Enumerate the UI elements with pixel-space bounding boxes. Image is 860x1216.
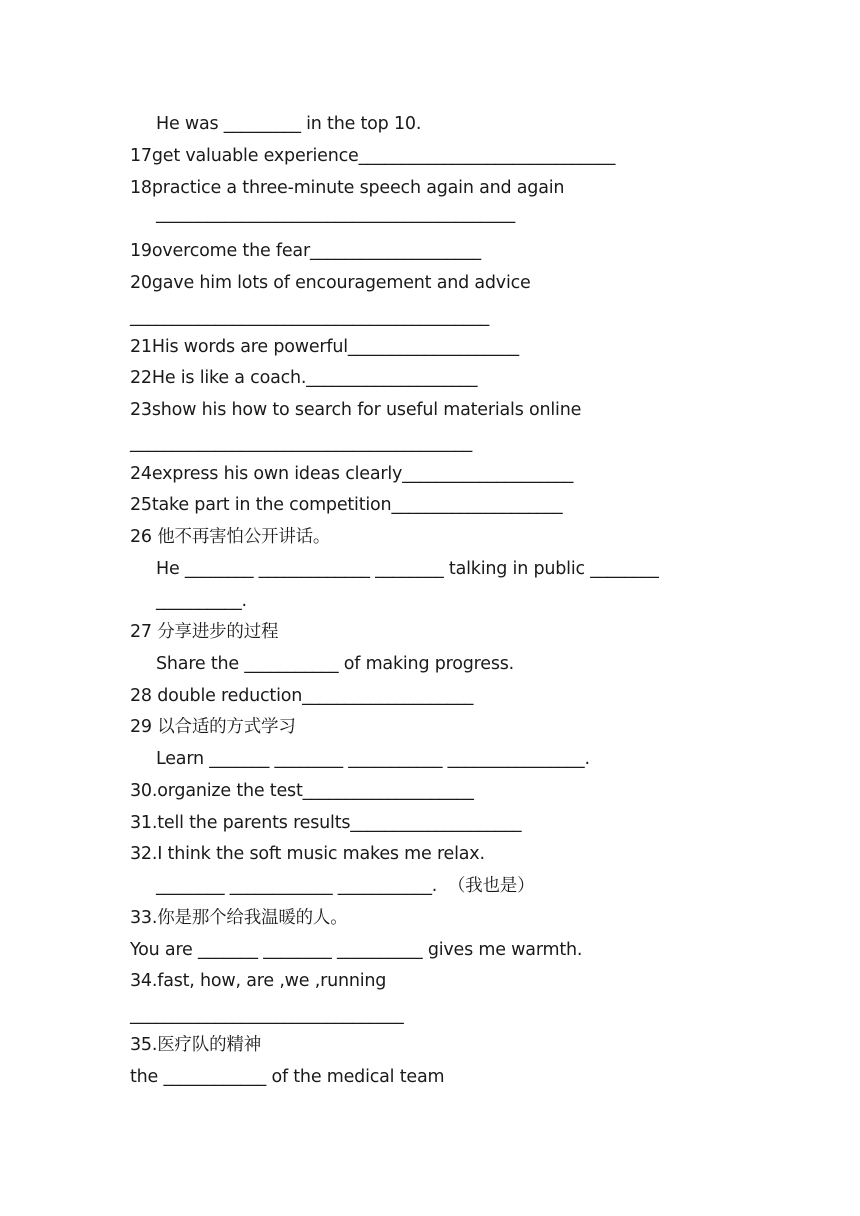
answer-line: __________. bbox=[156, 591, 247, 611]
item-34: 34.fast, how, are ,we ,running bbox=[130, 971, 387, 991]
item-26: 26 他不再害怕公开讲话。 bbox=[130, 527, 331, 547]
item-33: 33.你是那个给我温暖的人。 bbox=[130, 908, 348, 928]
item-22: 22He is like a coach.____________________ bbox=[130, 368, 478, 388]
answer-line: ________________________________ bbox=[130, 1005, 404, 1025]
item-18: 18practice a three-minute speech again and again bbox=[130, 178, 565, 198]
sentence-line: the ____________ of the medical team bbox=[130, 1067, 445, 1087]
item-30: 30.organize the test____________________ bbox=[130, 781, 474, 801]
item-23: 23show his how to search for useful materials online bbox=[130, 400, 582, 420]
sentence-line: Learn _______ ________ ___________ ________________. bbox=[156, 749, 590, 769]
answer-line: __________________________________________ bbox=[156, 204, 516, 224]
sentence-line: He was _________ in the top 10. bbox=[156, 114, 422, 134]
answer-line: __________________________________________ bbox=[130, 307, 490, 327]
answer-line: ________________________________________ bbox=[130, 433, 473, 453]
item-29: 29 以合适的方式学习 bbox=[130, 717, 296, 737]
item-20: 20gave him lots of encouragement and advice bbox=[130, 273, 531, 293]
item-17: 17get valuable experience______________________________ bbox=[130, 146, 616, 166]
item-31: 31.tell the parents results____________________ bbox=[130, 813, 522, 833]
item-28: 28 double reduction____________________ bbox=[130, 686, 474, 706]
item-32: 32.I think the soft music makes me relax. bbox=[130, 844, 485, 864]
item-35: 35.医疗队的精神 bbox=[130, 1035, 262, 1055]
sentence-line: Share the ___________ of making progress. bbox=[156, 654, 515, 674]
sentence-line: He ________ _____________ ________ talking in public ________ bbox=[156, 559, 659, 579]
sentence-line: You are _______ ________ __________ gives me warmth. bbox=[130, 940, 583, 960]
item-27: 27 分享进步的过程 bbox=[130, 622, 279, 642]
item-21: 21His words are powerful____________________ bbox=[130, 337, 519, 357]
item-19: 19overcome the fear____________________ bbox=[130, 241, 481, 261]
item-25: 25take part in the competition____________________ bbox=[130, 495, 563, 515]
item-24: 24express his own ideas clearly____________________ bbox=[130, 464, 574, 484]
sentence-line: ________ ____________ ___________. （我也是） bbox=[156, 876, 535, 896]
